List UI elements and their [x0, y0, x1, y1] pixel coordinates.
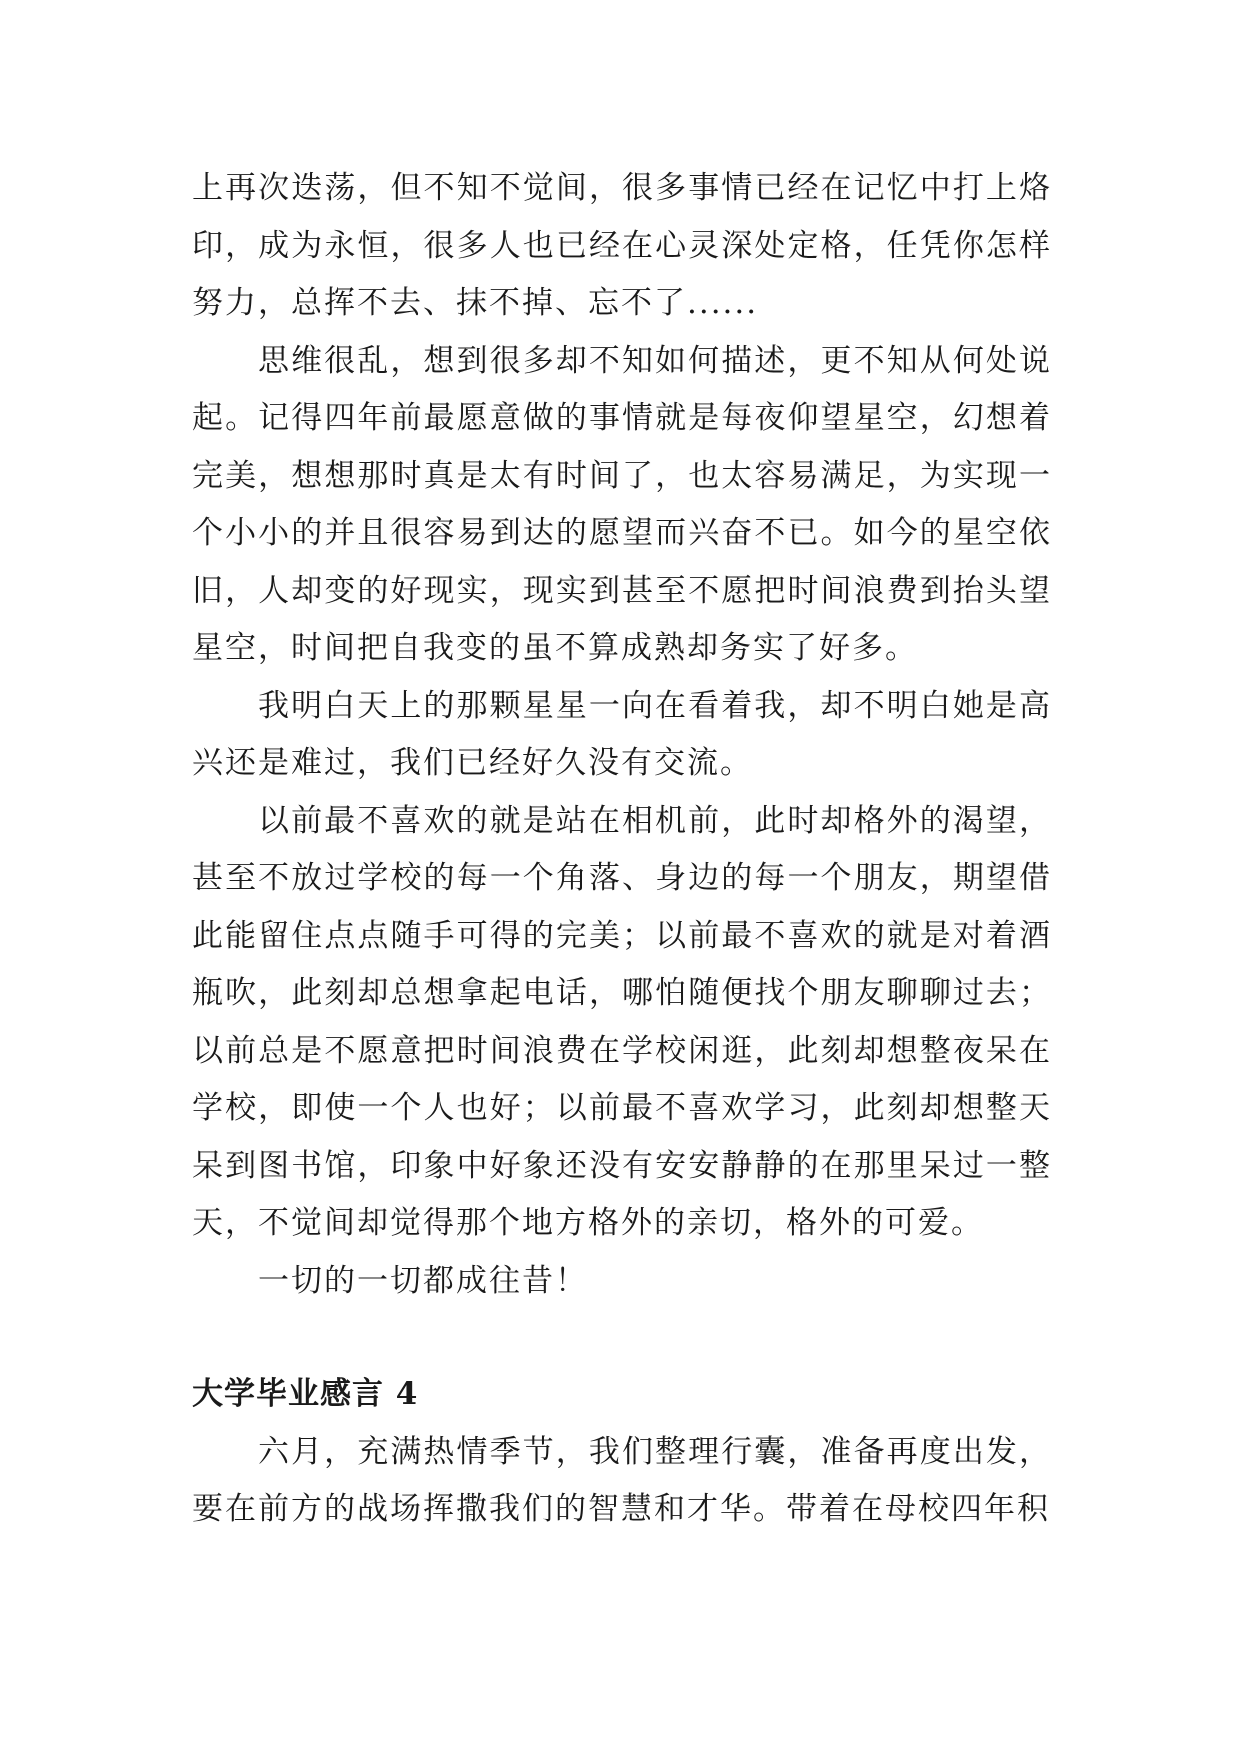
paragraph-5: 一切的一切都成往昔！ [258, 1262, 588, 1299]
paragraph-2: 思维很乱，想到很多却不知如何描述，更不知从何处说起。记得四年前最愿意做的事情就是每夜仰望星空，幻想着完美，想想那时真是太有时间了，也太容易满足，为实现一个小小的并且很容易到达的愿望而兴奋不已。如今的星空依旧，人却变的好现实，现实到甚至不愿把时间浪费到抬头望星空，时间把自我变的虽不算成熟却务实了好多。 [192, 342, 1052, 666]
paragraph-4: 以前最不喜欢的就是站在相机前，此时却格外的渴望，甚至不放过学校的每一个角落、身边的每一个朋友，期望借此能留住点点随手可得的完美；以前最不喜欢的就是对着酒瓶吹，此刻却总想拿起电话，哪怕随便找个朋友聊聊过去；以前总是不愿意把时间浪费在学校闲逛，此刻却想整夜呆在学校，即使一个人也好；以前最不喜欢学习，此刻却想整天呆到图书馆，印象中好象还没有安安静静的在那里呆过一整天，不觉间却觉得那个地方格外的亲切，格外的可爱。 [192, 802, 1052, 1241]
document-body [192, 160, 1052, 1539]
paragraph-1: 上再次迭荡，但不知不觉间，很多事情已经在记忆中打上烙印，成为永恒，很多人也已经在心灵深处定格，任凭你怎样努力，总挥不去、抹不掉、忘不了...... [192, 170, 1052, 321]
section-paragraph-1: 六月，充满热情季节，我们整理行囊，准备再度出发，要在前方的战场挥撒我们的智慧和才华。带着在母校四年积 [192, 1433, 1052, 1527]
section-title: 大学毕业感言 4 [192, 1376, 419, 1412]
paragraph-3: 我明白天上的那颗星星一向在看着我，却不明白她是高兴还是难过，我们已经好久没有交流。 [192, 687, 1052, 781]
